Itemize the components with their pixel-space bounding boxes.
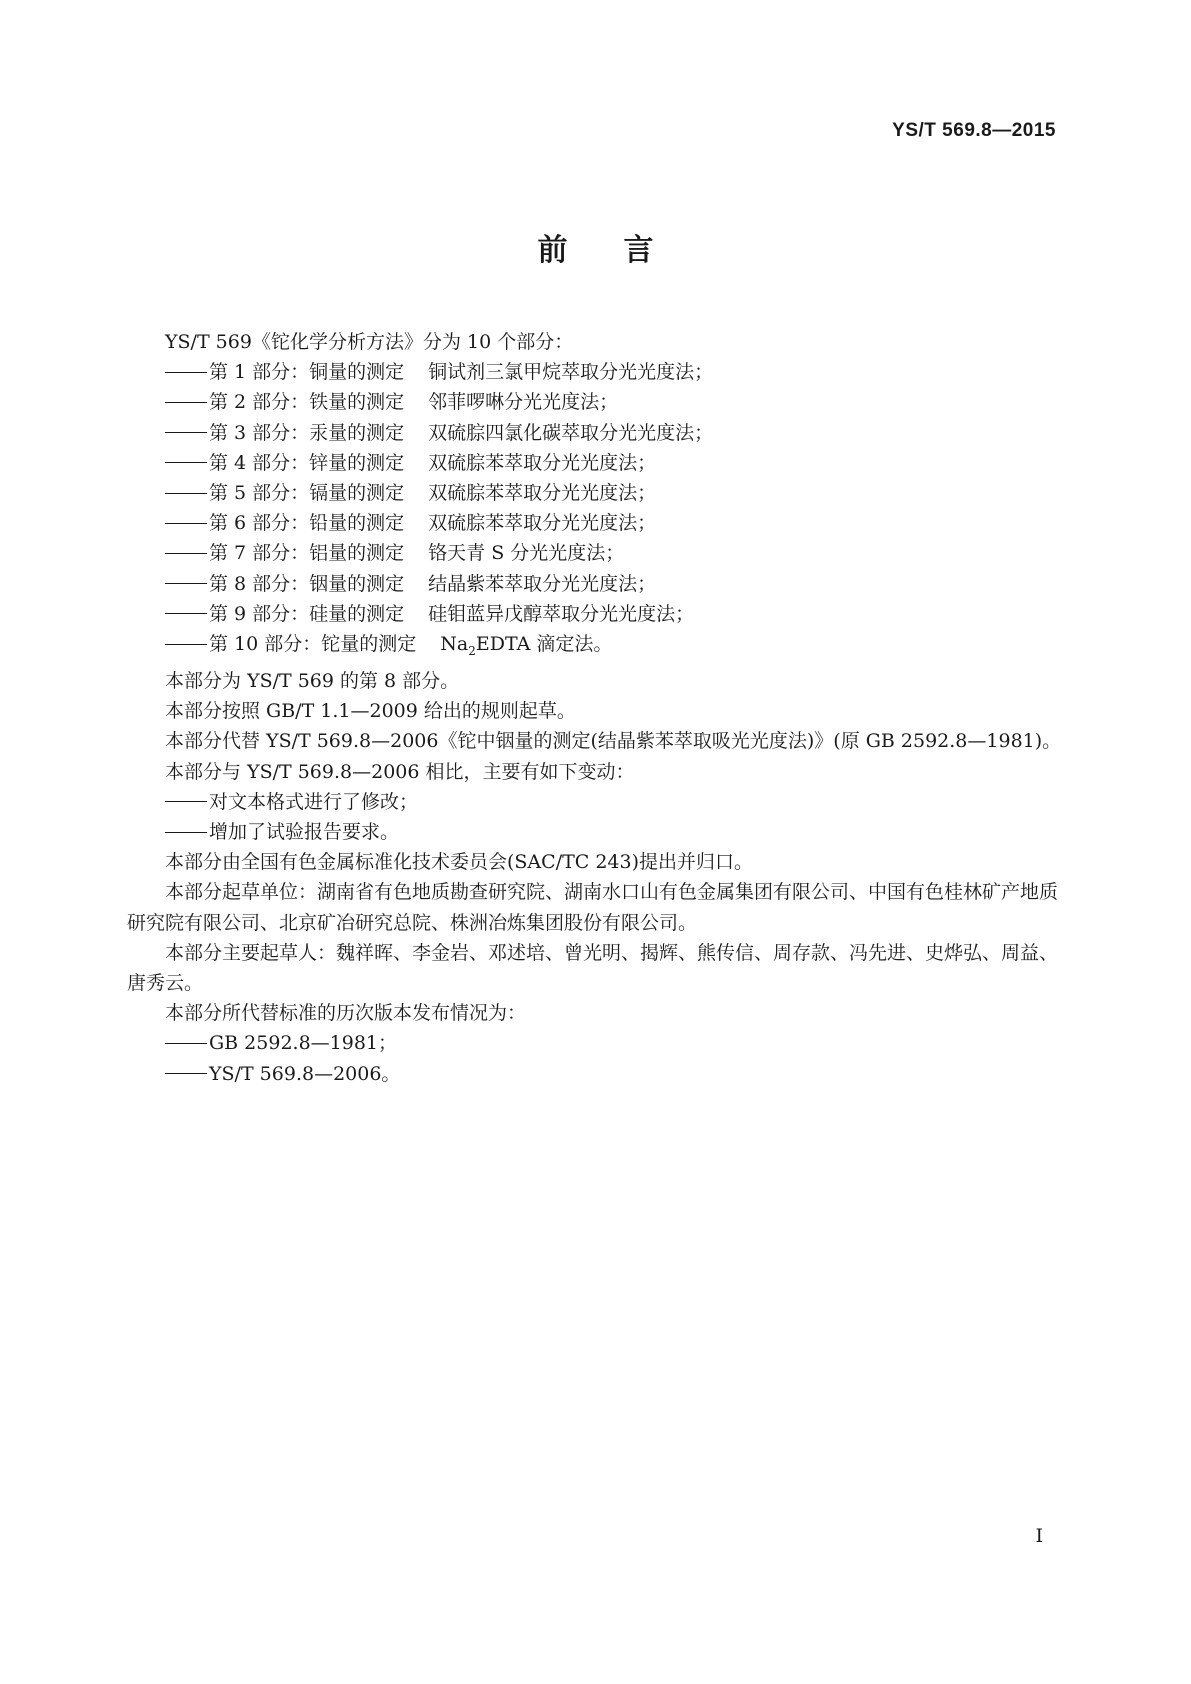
dash-mark	[165, 1073, 207, 1074]
proposed-by-paragraph: 本部分由全国有色金属标准化技术委员会(SAC/TC 243)提出并归口。	[165, 851, 754, 874]
dash-mark	[165, 493, 207, 494]
dash-mark	[165, 523, 207, 524]
dash-mark	[165, 402, 207, 403]
part-item: 第 3 部分：汞量的测定 双硫腙四氯化碳萃取分光光度法；	[127, 418, 1065, 448]
dash-mark	[165, 372, 207, 373]
page-title: 前言	[537, 233, 710, 268]
change-item: 增加了试验报告要求。	[127, 817, 1065, 847]
dash-mark	[165, 432, 207, 433]
history-item: GB 2592.8—1981；	[127, 1028, 1065, 1058]
dash-mark	[165, 553, 207, 554]
drafters-paragraph: 本部分主要起草人：魏祥晖、李金岩、邓述培、曾光明、揭辉、熊传信、周存款、冯先进、史烨弘、周益、唐秀云。	[127, 941, 1059, 995]
part-item: 第 1 部分：铜量的测定 铜试剂三氯甲烷萃取分光光度法；	[127, 357, 1065, 387]
standard-code: YS/T 569.8—2015	[892, 120, 1056, 141]
part-item: 第 10 部分：铊量的测定 $Na_2EDTA$ 滴定法。	[127, 629, 1065, 666]
part-item: 第 2 部分：铁量的测定 邻菲啰啉分光光度法；	[127, 387, 1065, 417]
dash-mark	[165, 583, 207, 584]
replaces-paragraph: 本部分代替 YS/T 569.8—2006《铊中铟量的测定(结晶紫苯萃取吸光光度法)》(原 GB 2592.8—1981)。	[165, 730, 1062, 753]
intro-paragraph: YS/T 569《铊化学分析方法》分为 10 个部分：	[165, 331, 574, 353]
changes-intro-paragraph: 本部分与 YS/T 569.8—2006 相比，主要有如下变动：	[165, 760, 635, 783]
part-item: 第 4 部分：锌量的测定 双硫腙苯萃取分光光度法；	[127, 448, 1065, 478]
foreword-body	[127, 327, 1065, 1089]
change-item: 对文本格式进行了修改；	[127, 787, 1065, 817]
dash-mark	[165, 832, 207, 833]
dash-mark	[165, 1043, 207, 1044]
part-item: 第 7 部分：铝量的测定 铬天青 S 分光光度法；	[127, 538, 1065, 568]
dash-mark	[165, 613, 207, 614]
part-of-paragraph: 本部分为 YS/T 569 的第 8 部分。	[165, 670, 460, 693]
drafting-rules-paragraph: 本部分按照 GB/T 1.1—2009 给出的规则起草。	[165, 700, 576, 723]
part-item: 第 6 部分：铅量的测定 双硫腙苯萃取分光光度法；	[127, 508, 1065, 538]
part-item: 第 9 部分：硅量的测定 硅钼蓝异戊醇萃取分光光度法；	[127, 599, 1065, 629]
history-intro-paragraph: 本部分所代替标准的历次版本发布情况为：	[165, 1002, 527, 1025]
history-item: YS/T 569.8—2006。	[127, 1059, 1065, 1089]
dash-mark	[165, 644, 207, 645]
dash-mark	[165, 462, 207, 463]
page-number: I	[1035, 1525, 1043, 1547]
part-item: 第 8 部分：铟量的测定 结晶紫苯萃取分光光度法；	[127, 569, 1065, 599]
drafting-units-paragraph: 本部分起草单位：湖南省有色地质勘查研究院、湖南水口山有色金属集团有限公司、中国有色桂林矿产地质研究院有限公司、北京矿冶研究总院、株洲冶炼集团股份有限公司。	[127, 881, 1059, 934]
part-item: 第 5 部分：镉量的测定 双硫腙苯萃取分光光度法；	[127, 478, 1065, 508]
dash-mark	[165, 801, 207, 802]
